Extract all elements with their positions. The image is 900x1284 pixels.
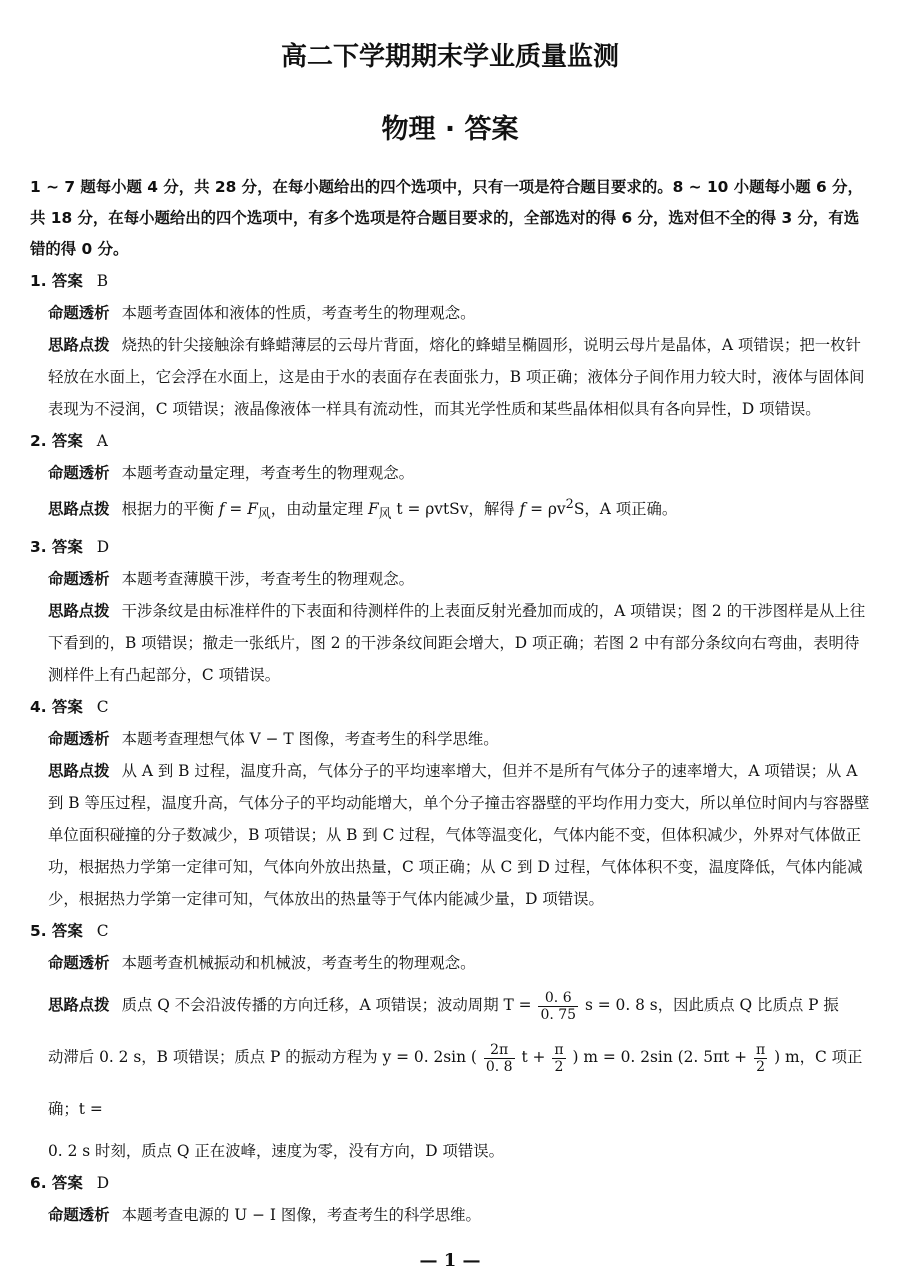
answer-value: D — [96, 538, 110, 557]
answer-line: 5. 答案 C — [30, 922, 109, 941]
hint-paragraph: 思路点拨 从 A 到 B 过程，温度升高，气体分子的平均速率增大，但并不是所有气体分子的速率增大，A 项错误；从 A 到 B 等压过程，温度升高，气体分子的平均动能增大，单个分子撞击容器壁的平均作用力变大，所以单位时间内与容器壁单位面积碰撞的分子数减少，B 项错误；从 B 到 C 过程，气体等温变化，气体内能不变，但体积减少，外界对气体做正功，根据热力学第一定律可知，气体向外放出热量，C 项正确；从 C 到 D 过程，气体体积不变，温度降低，气体内能减少，根据热力学第一定律可知，气体放出的热量等于气体内能减少量，D 项错误。 — [48, 762, 870, 909]
question-5 — [30, 915, 870, 1167]
answer-line: 6. 答案 D — [30, 1174, 110, 1193]
answer-line: 1. 答案 B — [30, 272, 109, 290]
scoring-instructions: 1 ~ 7 题每小题 4 分，共 28 分，在每小题给出的四个选项中，只有一项是符合题目要求的。8 ~ 10 小题每小题 6 分，共 18 分，在每小题给出的四个选项中，有多个选项是符合题目要求的，全部选对的得 6 分，选对但不全的得 3 分，有选错的得 0 分。 — [30, 178, 863, 258]
period-fraction: $\frac{0. 6}{0. 75}$ — [540, 989, 577, 1023]
question-1 — [30, 265, 870, 425]
hint-paragraph: 思路点拨 质点 Q 不会沿波传播的方向迁移，A 项错误；波动周期 T = $\frac{0. 6}{0. 75}$ s = 0. 8 s，因此质点 Q 比质点 P 振 — [48, 989, 839, 1023]
hint-paragraph: 思路点拨 根据力的平衡 $f = F_风$，由动量定理 $F_风$ t = ρvtSv，解得 $f = \rho v^2S$，A 项正确。 — [48, 497, 678, 523]
phase-fraction: $\frac{\pi}{2}$ — [554, 1041, 564, 1075]
analysis-line: 命题透析 本题考查机械振动和机械波，考查考生的物理观念。 — [48, 954, 476, 973]
omega-fraction: $\frac{2\pi}{0. 8}$ — [485, 1041, 513, 1075]
page-number: — 1 — — [419, 1250, 481, 1271]
hint-paragraph-cont: 动滞后 0. 2 s，B 项错误；质点 P 的振动方程为 y = 0. 2sin ( $\frac{2\pi}{0. 8}$ t + $\frac{\pi}{2}$ ) m = 0. 2sin (2. 5πt + $\frac{\pi}{2}$ ) m，C 项正确；t = — [48, 1041, 863, 1119]
hint-paragraph-end: 0. 2 s 时刻，质点 Q 正在波峰，速度为零，没有方向，D 项错误。 — [48, 1142, 505, 1161]
question-2 — [30, 425, 870, 531]
analysis-line: 命题透析 本题考查电源的 U − I 图像，考查考生的科学思维。 — [48, 1206, 481, 1225]
answer-value: C — [96, 922, 109, 941]
answer-line: 2. 答案 A — [30, 432, 108, 450]
question-6 — [30, 1167, 870, 1231]
analysis-line: 命题透析 本题考查固体和液体的性质，考查考生的物理观念。 — [48, 304, 476, 322]
analysis-line: 命题透析 本题考查动量定理，考查考生的物理观念。 — [48, 464, 415, 482]
answer-line: 4. 答案 C — [30, 698, 109, 717]
hint-paragraph: 思路点拨 干涉条纹是由标准样件的下表面和待测样件的上表面反射光叠加而成的，A 项错误；图 2 的干涉图样是从上往下看到的，B 项错误；撤走一张纸片，图 2 的干涉条纹间距会增大，D 项正确；若图 2 中有部分条纹向右弯曲，表明待测样件上有凸起部分，C 项错误。 — [48, 602, 866, 685]
answer-value: A — [96, 432, 108, 450]
answer-value: C — [96, 698, 109, 717]
answer-value: D — [96, 1174, 110, 1193]
answer-line: 3. 答案 D — [30, 538, 110, 557]
analysis-line: 命题透析 本题考查理想气体 V − T 图像，考查考生的科学思维。 — [48, 730, 499, 749]
answer-value: B — [96, 272, 109, 290]
question-4 — [30, 691, 870, 915]
hint-paragraph: 思路点拨 烧热的针尖接触涂有蜂蜡薄层的云母片背面，熔化的蜂蜡呈椭圆形，说明云母片是晶体，A 项错误；把一枚针轻放在水面上，它会浮在水面上，这是由于水的表面存在表面张力，B 项正确；液体分子间作用力较大时，液体与固体间表现为不浸润，C 项错误；液晶像液体一样具有流动性，而其光学性质和某些晶体相似具有各向异性，D 项错误。 — [48, 336, 865, 418]
question-3 — [30, 531, 870, 691]
page-title: 高二下学期期末学业质量监测 — [280, 42, 619, 72]
page-subtitle: 物理 · 答案 — [381, 114, 519, 145]
analysis-line: 命题透析 本题考查薄膜干涉，考查考生的物理观念。 — [48, 570, 415, 589]
phase-fraction-2: $\frac{\pi}{2}$ — [756, 1041, 766, 1075]
